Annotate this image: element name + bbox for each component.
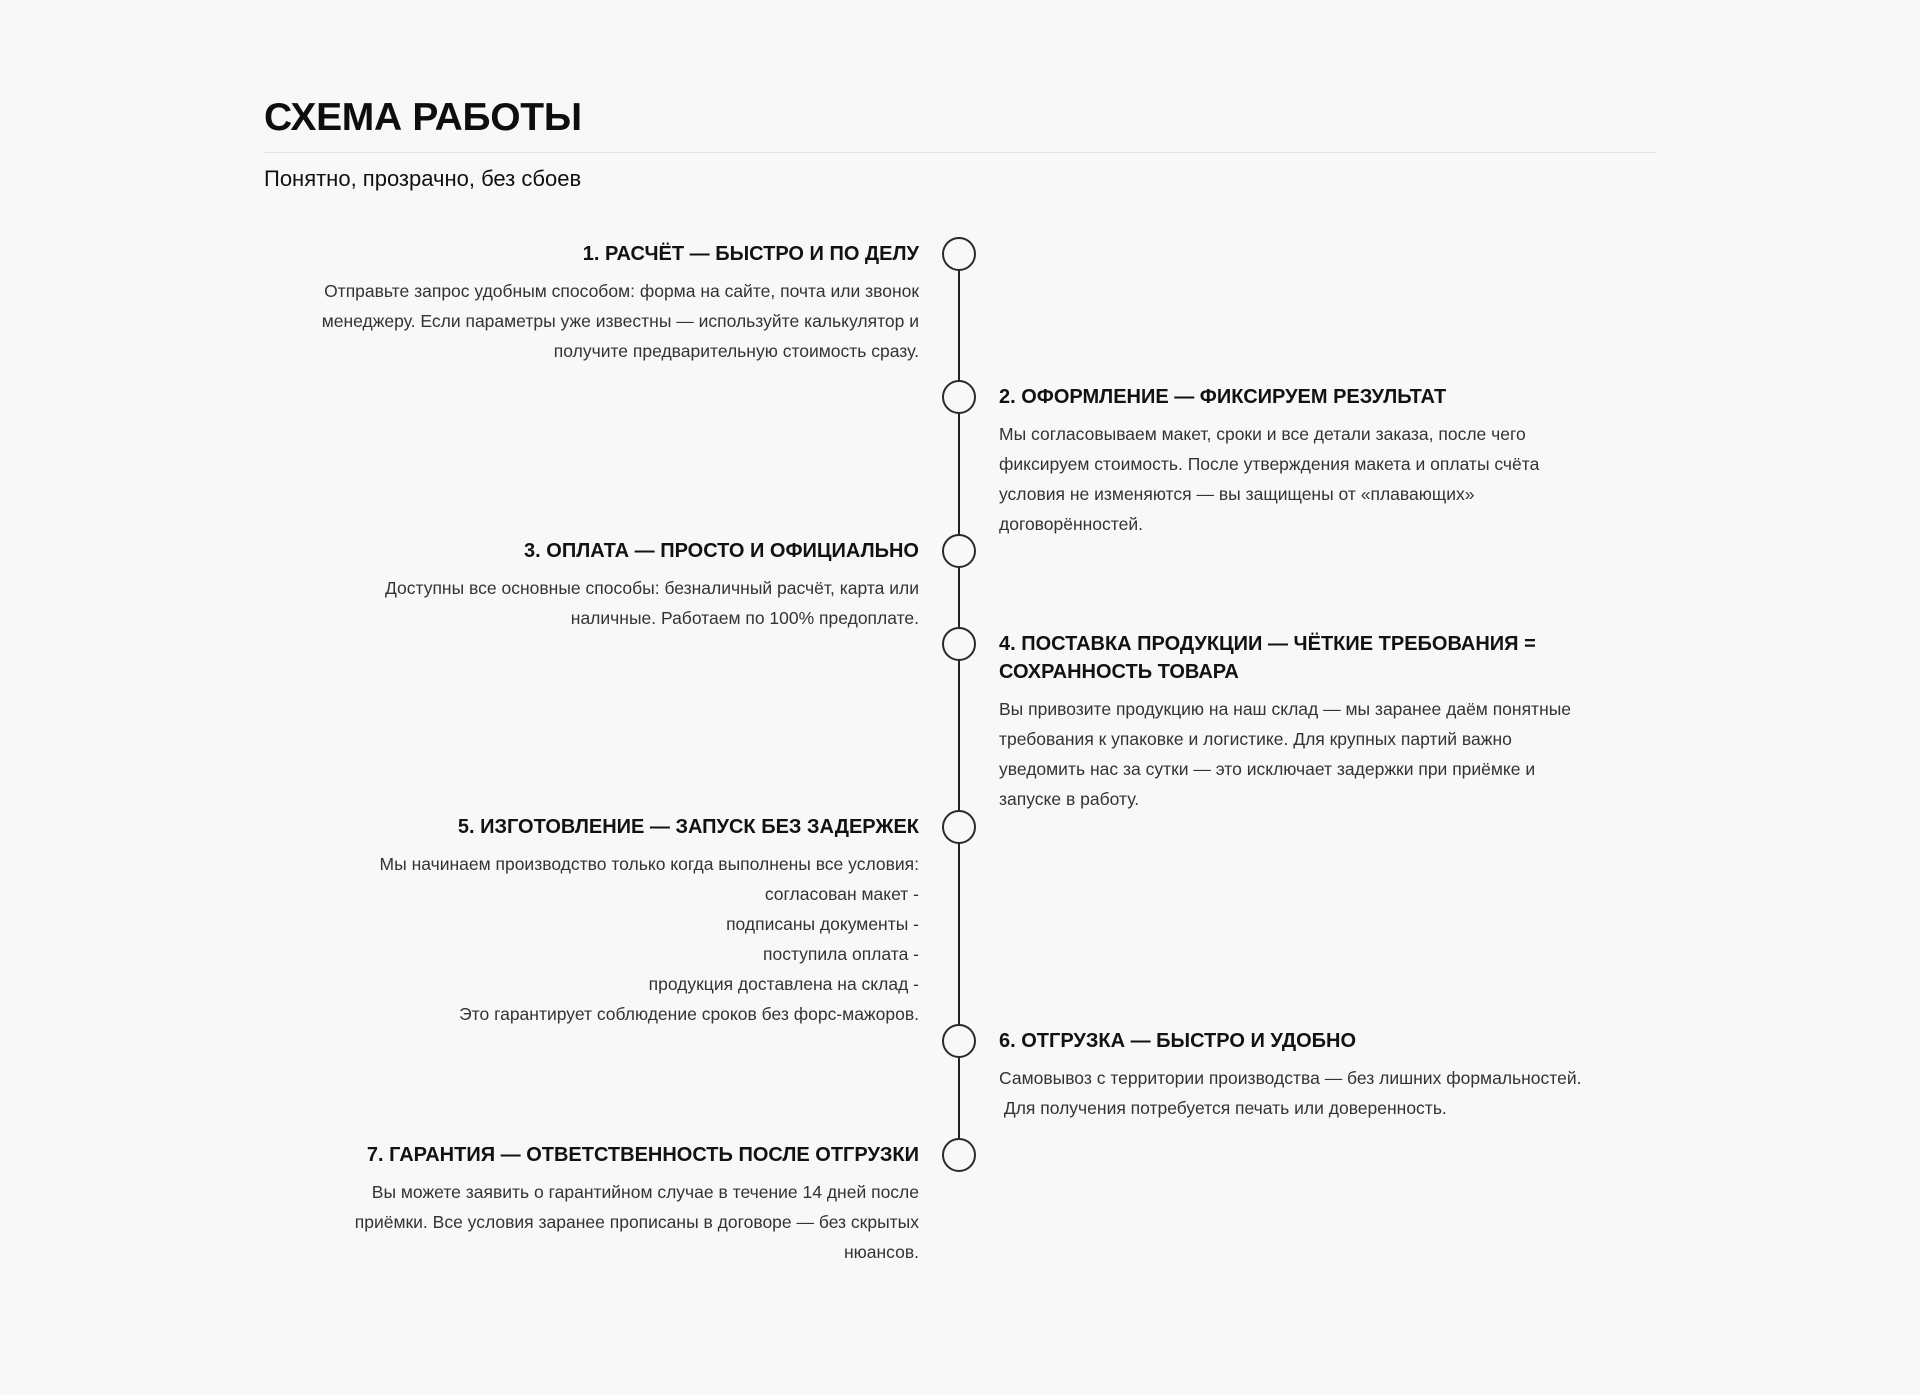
step-1-text [259,276,919,366]
step-1-text-line: получите предварительную стоимость сразу. [553,341,919,361]
step-7-text-line: нюансов. [843,1242,919,1262]
step-4-text [999,694,1599,814]
step-2-text-line: условия не изменяются — вы защищены от «плавающих» [999,484,1475,504]
step-5-text-line: Это гарантирует соблюдение сроков без форс-мажоров. [459,1004,919,1024]
step-6-text-line: Самовывоз с территории производства — без лишних формальностей. [999,1068,1582,1088]
step-1-title: 1. РАСЧЁТ — БЫСТРО И ПО ДЕЛУ [582,243,919,265]
step-5-text [259,849,919,1029]
step-1-text-line: Отправьте запрос удобным способом: форма на сайте, почта или звонок [324,281,919,301]
step-7-marker [942,1138,976,1172]
step-2-title: 2. ОФОРМЛЕНИЕ — ФИКСИРУЕМ РЕЗУЛЬТАТ [999,386,1447,408]
step-4-text-line: запуске в работу. [999,789,1140,809]
step-3-text-line: Доступны все основные способы: безналичный расчёт, карта или [384,578,919,598]
step-3 [259,537,919,633]
step-6-text-line: Для получения потребуется печать или доверенность. [999,1098,1447,1118]
step-5-text-line: подписаны документы - [726,914,919,934]
step-4-text-line: требования к упаковке и логистике. Для крупных партий важно [999,729,1512,749]
step-3-marker [942,534,976,568]
step-6-marker [942,1024,976,1058]
step-5-marker [942,810,976,844]
page-subtitle: Понятно, прозрачно, без сбоев [264,166,582,191]
step-7 [259,1141,919,1267]
step-2-text-line: договорённостей. [999,514,1143,534]
step-6 [999,1027,1659,1123]
step-5-text-line: поступила оплата - [763,944,919,964]
step-4-text-line: уведомить нас за сутки — это исключает задержки при приёмке и [999,759,1536,779]
step-1 [259,240,919,366]
step-5-text-line: Мы начинаем производство только когда выполнены все условия: [379,854,919,874]
step-7-title: 7. ГАРАНТИЯ — ОТВЕТСТВЕННОСТЬ ПОСЛЕ ОТГРУЗКИ [366,1144,919,1166]
step-3-title: 3. ОПЛАТА — ПРОСТО И ОФИЦИАЛЬНО [524,540,919,562]
step-2-text-line: Мы согласовываем макет, сроки и все детали заказа, после чего [999,424,1526,444]
step-4 [999,630,1659,814]
step-4-text-line: Вы привозите продукцию на наш склад — мы заранее даём понятные [999,699,1572,719]
step-5-title: 5. ИЗГОТОВЛЕНИЕ — ЗАПУСК БЕЗ ЗАДЕРЖЕК [457,816,919,838]
page-title: СХЕМА РАБОТЫ [264,96,582,139]
step-4-title: 4. ПОСТАВКА ПРОДУКЦИИ — ЧЁТКИЕ ТРЕБОВАНИЯ = СОХРАННОСТЬ ТОВАРА [999,633,1536,683]
title-divider [264,152,1656,153]
step-3-text-line: наличные. Работаем по 100% предоплате. [570,608,919,628]
step-5-text-line: согласован макет - [764,884,919,904]
step-5-text-line: продукция доставлена на склад - [648,974,919,994]
step-2-text [999,419,1599,539]
step-2 [999,383,1659,539]
step-7-text [259,1177,919,1267]
step-4-marker [942,627,976,661]
step-1-marker [942,237,976,271]
step-6-title: 6. ОТГРУЗКА — БЫСТРО И УДОБНО [999,1030,1357,1052]
step-7-text-line: приёмки. Все условия заранее прописаны в договоре — без скрытых [354,1212,919,1232]
step-2-text-line: фиксируем стоимость. После утверждения макета и оплаты счёта [999,454,1540,474]
step-1-text-line: менеджеру. Если параметры уже известны — используйте калькулятор и [321,311,919,331]
step-5 [259,813,919,1029]
step-7-text-line: Вы можете заявить о гарантийном случае в течение 14 дней после [371,1182,919,1202]
step-3-text [259,573,919,633]
step-2-marker [942,380,976,414]
step-6-text [999,1063,1599,1123]
